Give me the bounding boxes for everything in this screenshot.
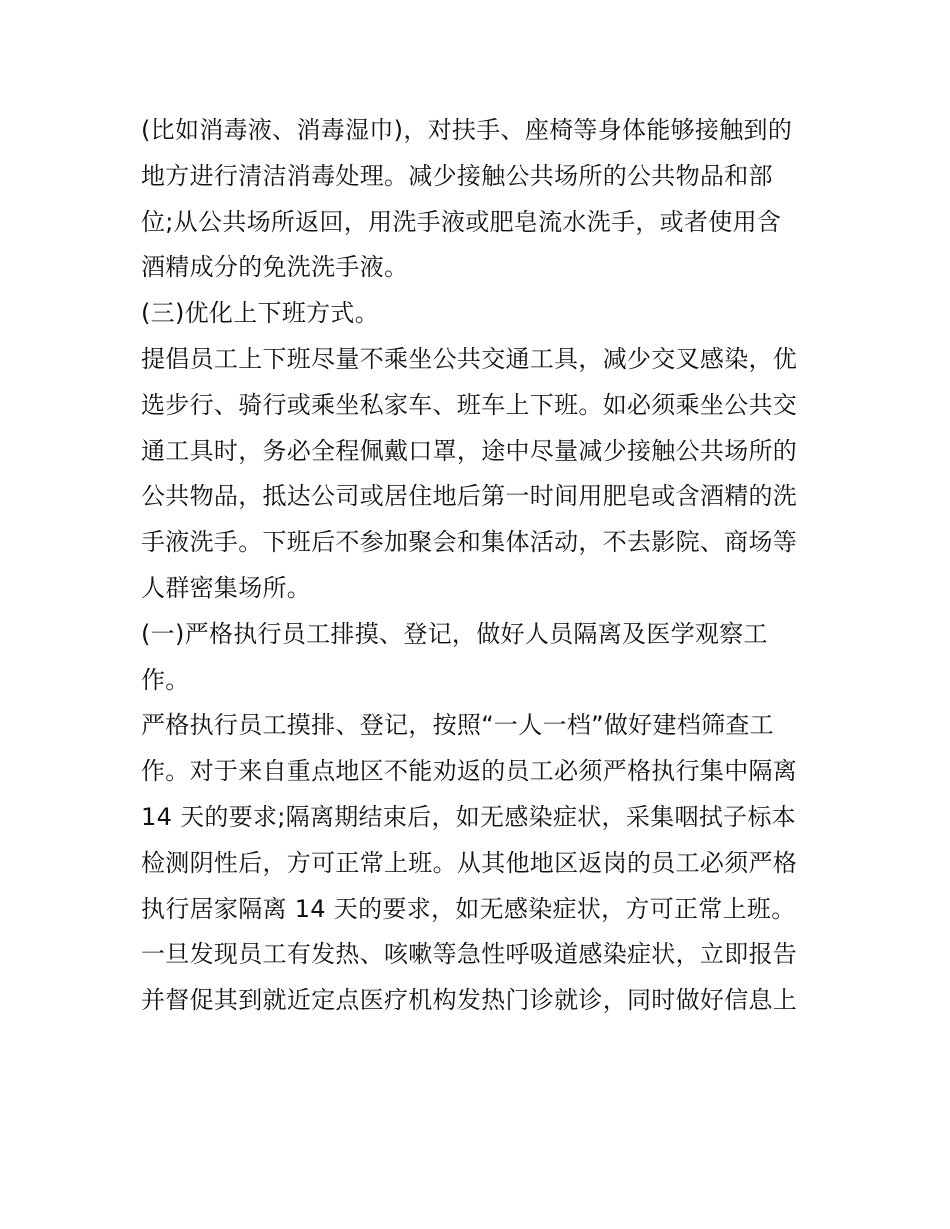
section-heading: 作。 bbox=[141, 665, 190, 694]
text-line: 位;从公共场所返回，用洗手液或肥皂流水洗手，或者使用含 bbox=[141, 207, 782, 236]
text-line: 选步行、骑行或乘坐私家车、班车上下班。如必须乘坐公共交 bbox=[141, 390, 798, 419]
text-line: 人群密集场所。 bbox=[141, 573, 312, 602]
section-heading: (三)优化上下班方式。 bbox=[141, 299, 380, 328]
text-line: 一旦发现员工有发热、咳嗽等急性呼吸道感染症状，立即报告 bbox=[141, 940, 798, 969]
text-line: 检测阴性后，方可正常上班。从其他地区返岗的员工必须严格 bbox=[141, 848, 798, 877]
text-line: 酒精成分的免洗洗手液。 bbox=[141, 253, 409, 282]
text-line: 执行居家隔离 14 天的要求，如无感染症状，方可正常上班。 bbox=[141, 894, 796, 923]
section-heading: (一)严格执行员工排摸、登记，做好人员隔离及医学观察工 bbox=[141, 619, 768, 648]
text-line: 14 天的要求;隔离期结束后，如无感染症状，采集咽拭子标本 bbox=[141, 802, 796, 831]
text-line: 提倡员工上下班尽量不乘坐公共交通工具，减少交叉感染，优 bbox=[141, 344, 798, 373]
text-line: (比如消毒液、消毒湿巾)，对扶手、座椅等身体能够接触到的 bbox=[141, 116, 793, 144]
text-line: 严格执行员工摸排、登记，按照“一人一档”做好建档筛查工 bbox=[141, 711, 774, 740]
document-body bbox=[141, 108, 821, 1024]
text-line: 通工具时，务必全程佩戴口罩，途中尽量减少接触公共场所的 bbox=[141, 436, 798, 465]
text-line: 手液洗手。下班后不参加聚会和集体活动，不去影院、商场等 bbox=[141, 528, 798, 557]
text-line: 并督促其到就近定点医疗机构发热门诊就诊，同时做好信息上 bbox=[141, 986, 798, 1015]
text-line: 公共物品，抵达公司或居住地后第一时间用肥皂或含酒精的洗 bbox=[141, 482, 798, 511]
text-line: 地方进行清洁消毒处理。减少接触公共场所的公共物品和部 bbox=[141, 161, 773, 190]
text-line: 作。对于来自重点地区不能劝返的员工必须严格执行集中隔离 bbox=[141, 757, 798, 786]
